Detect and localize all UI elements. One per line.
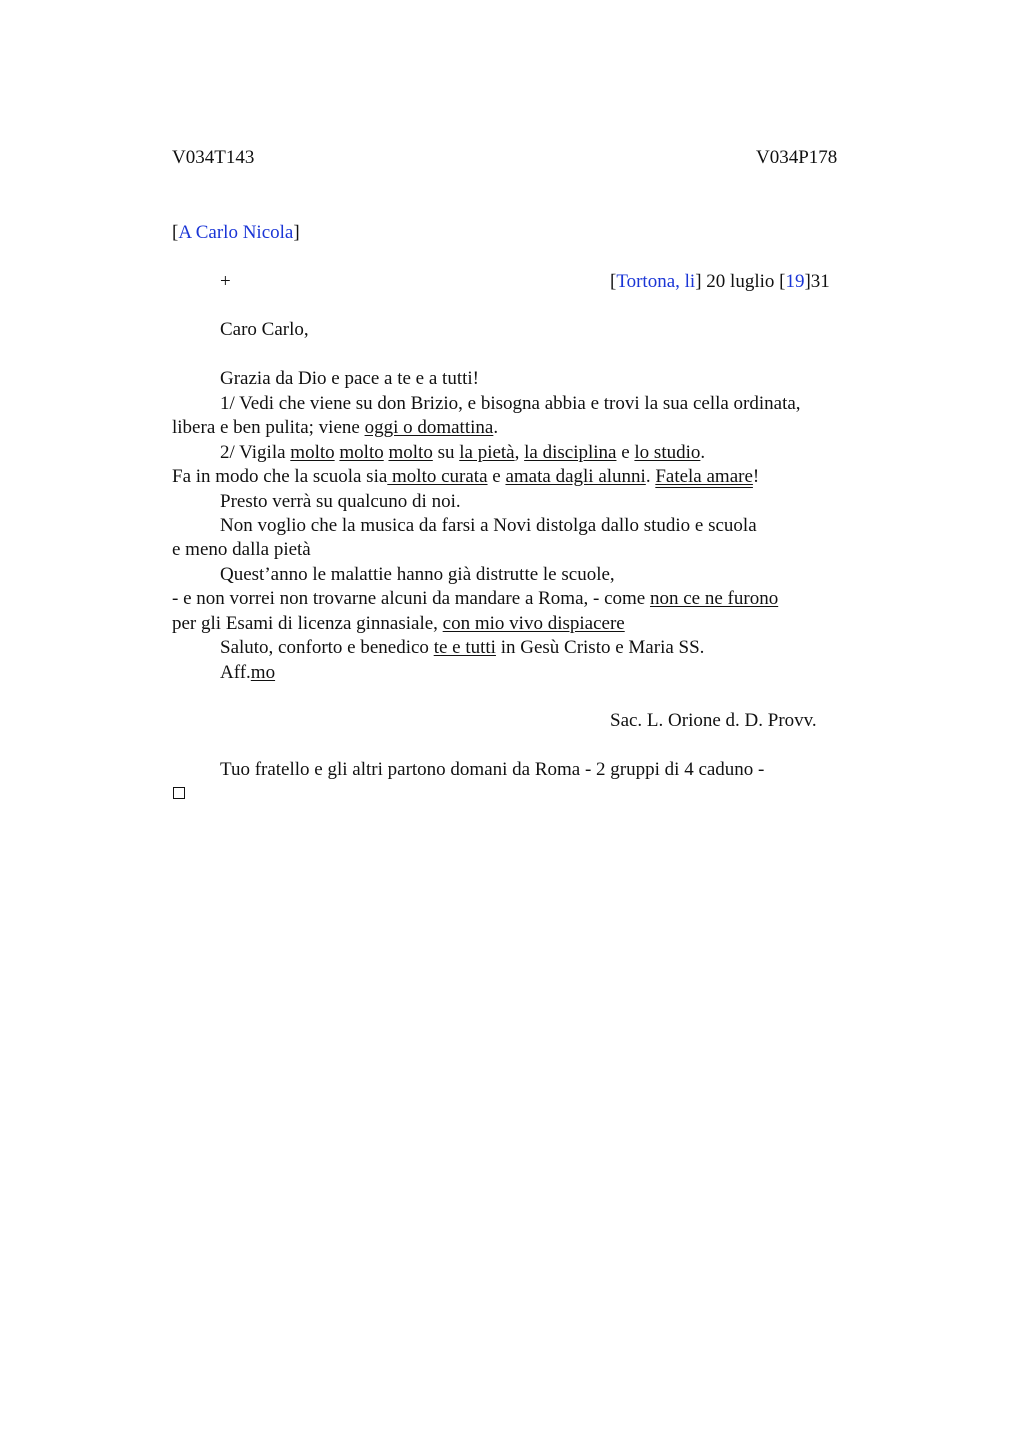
- text-run: 2/ Vigila: [220, 442, 291, 463]
- underlined-text: mo: [250, 662, 276, 683]
- end-marker-square: [173, 787, 185, 799]
- dateline-place: Tortona, li: [616, 271, 696, 292]
- underlined-text: molto curata: [387, 466, 488, 487]
- dateline: [610, 270, 830, 294]
- underlined-text: amata dagli alunni: [505, 466, 646, 487]
- text-run: per gli Esami di licenza ginnasiale,: [172, 613, 443, 634]
- paragraph-6: [220, 636, 704, 660]
- paragraph-4-line-2: e meno dalla pietà: [172, 539, 311, 560]
- underlined-text: molto: [339, 442, 384, 463]
- text-run: !: [752, 466, 760, 487]
- underlined-text: oggi o domattina: [364, 417, 494, 438]
- paragraph-1-line-1: 1/ Vedi che viene su don Brizio, e bisogna abbia e trovi la sua cella ordinata,: [220, 393, 801, 414]
- text-run: e: [487, 466, 506, 487]
- paragraph-3: Presto verrà su qualcuno di noi.: [220, 491, 461, 512]
- paragraph-5-line-1: Quest’anno le malattie hanno già distrutte le scuole,: [220, 564, 615, 585]
- addressee: [172, 221, 300, 245]
- signature: Sac. L. Orione d. D. Provv.: [610, 710, 817, 731]
- underlined-text: con mio vivo dispiacere: [442, 613, 625, 634]
- postscript: Tuo fratello e gli altri partono domani da Roma - 2 gruppi di 4 caduno -: [220, 759, 765, 780]
- text-run: .: [645, 466, 656, 487]
- dateline-year: ]31: [804, 271, 830, 292]
- underlined-text: molto: [388, 442, 433, 463]
- text-run: .: [493, 417, 499, 438]
- underlined-text: lo studio: [634, 442, 701, 463]
- text-run: libera e ben pulita; viene: [172, 417, 365, 438]
- dateline-date: ] 20 luglio [: [695, 271, 786, 292]
- text-run: .: [700, 442, 706, 463]
- underlined-text: Fatela amare: [655, 466, 753, 487]
- text-run: ,: [514, 442, 525, 463]
- text-run: e: [616, 442, 635, 463]
- salutation: Caro Carlo,: [220, 319, 309, 340]
- underlined-text: non ce ne furono: [649, 588, 779, 609]
- paragraph-2-line-1: [220, 441, 705, 465]
- text-run: Fa in modo che la scuola sia: [172, 466, 388, 487]
- paragraph-1-line-2: [172, 416, 498, 440]
- paragraph-2-line-2: [172, 465, 759, 489]
- underlined-text: la pietà: [459, 442, 515, 463]
- dateline-bracket: [: [610, 271, 617, 292]
- underlined-text: molto: [290, 442, 335, 463]
- cross-symbol: +: [220, 271, 231, 292]
- document-code-left: V034T143: [172, 147, 255, 168]
- bracket-open: [: [172, 222, 179, 243]
- paragraph-4-line-1: Non voglio che la musica da farsi a Novi distolga dallo studio e scuola: [220, 515, 757, 536]
- text-run: Aff.: [220, 662, 251, 683]
- document-code-right: V034P178: [756, 147, 838, 168]
- addressee-name: A Carlo Nicola: [178, 222, 294, 243]
- underlined-text: te e tutti: [433, 637, 496, 658]
- dateline-century: 19: [785, 271, 805, 292]
- underlined-text: la disciplina: [524, 442, 617, 463]
- paragraph-5-line-2: [172, 587, 778, 611]
- text-run: in Gesù Cristo e Maria SS.: [495, 637, 705, 658]
- text-run: su: [432, 442, 460, 463]
- text-run: - e non vorrei non trovarne alcuni da mandare a Roma, - come: [172, 588, 650, 609]
- paragraph-5-line-3: [172, 612, 625, 636]
- text-run: Saluto, conforto e benedico: [220, 637, 434, 658]
- closing: [220, 661, 275, 685]
- bracket-close: ]: [293, 222, 300, 243]
- greeting: Grazia da Dio e pace a te e a tutti!: [220, 368, 479, 389]
